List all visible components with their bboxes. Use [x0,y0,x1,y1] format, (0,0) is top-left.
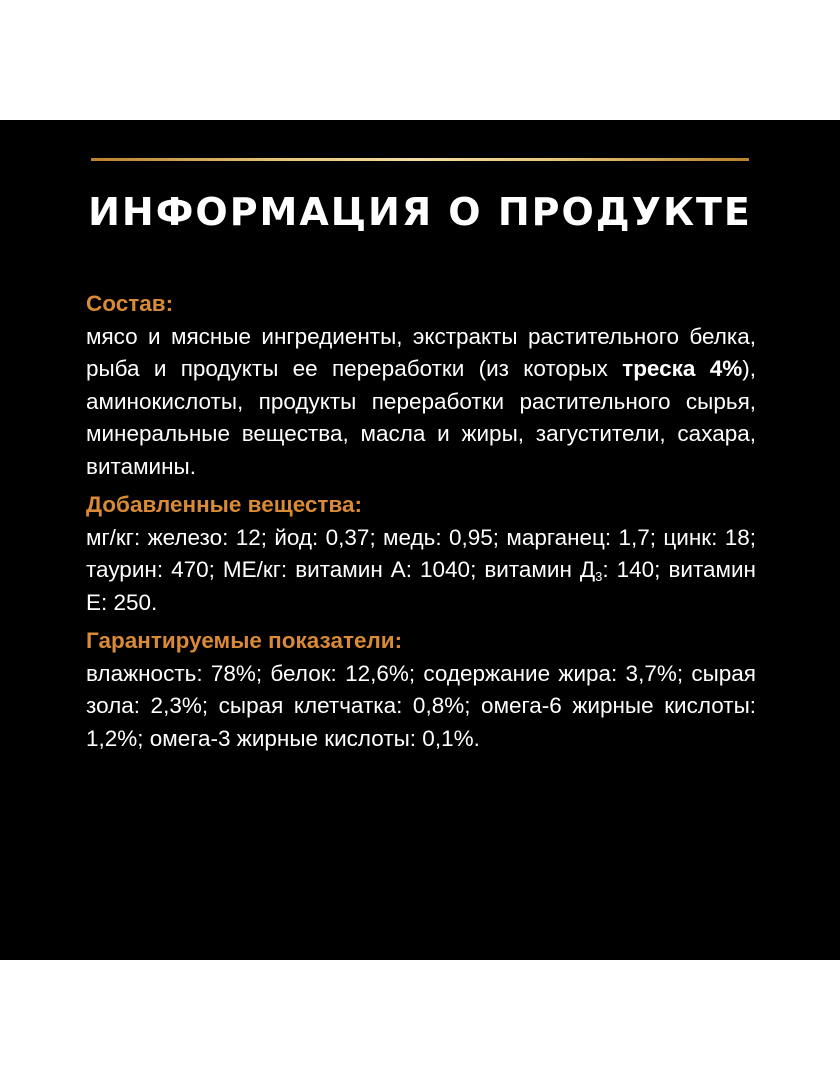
composition-text [86,321,756,484]
composition-text-end: ), аминокислоты, продукты переработки растительного сырья, минеральные вещества, масла и жиры, загустители, сахара, витамины. [86,356,756,479]
additives-text [86,522,756,620]
additives-heading: Добавленные вещества: [86,492,362,517]
product-info-panel [0,120,840,960]
additives-subscript: 3 [595,569,603,584]
gold-divider-line [91,158,749,161]
additives-text-start: мг/кг: железо: 12; йод: 0,37; медь: 0,95; марганец: 1,7; цинк: 18; таурин: 470; МЕ/кг: витамин А: 1040; витамин Д [86,524,756,582]
composition-heading: Состав: [86,291,174,316]
page-title: ИНФОРМАЦИЯ О ПРОДУКТЕ [88,190,752,234]
guaranteed-section [86,625,756,755]
composition-highlight: треска 4% [622,356,743,381]
additives-text-end: : 140; витамин Е: 250. [86,557,756,615]
composition-text-start: мясо и мясные ингредиенты, экстракты растительного белка, рыба и продукты ее переработки (из которых [86,323,756,381]
info-content [86,288,756,755]
guaranteed-text: влажность: 78%; белок: 12,6%; содержание жира: 3,7%; сырая зола: 2,3%; сырая клетчатка: 0,8%; омега-6 жирные кислоты: 1,2%; омега-3 жирные кислоты: 0,1%. [86,660,756,751]
composition-section [86,288,756,483]
additives-section [86,489,756,619]
guaranteed-heading: Гарантируемые показатели: [86,628,403,653]
